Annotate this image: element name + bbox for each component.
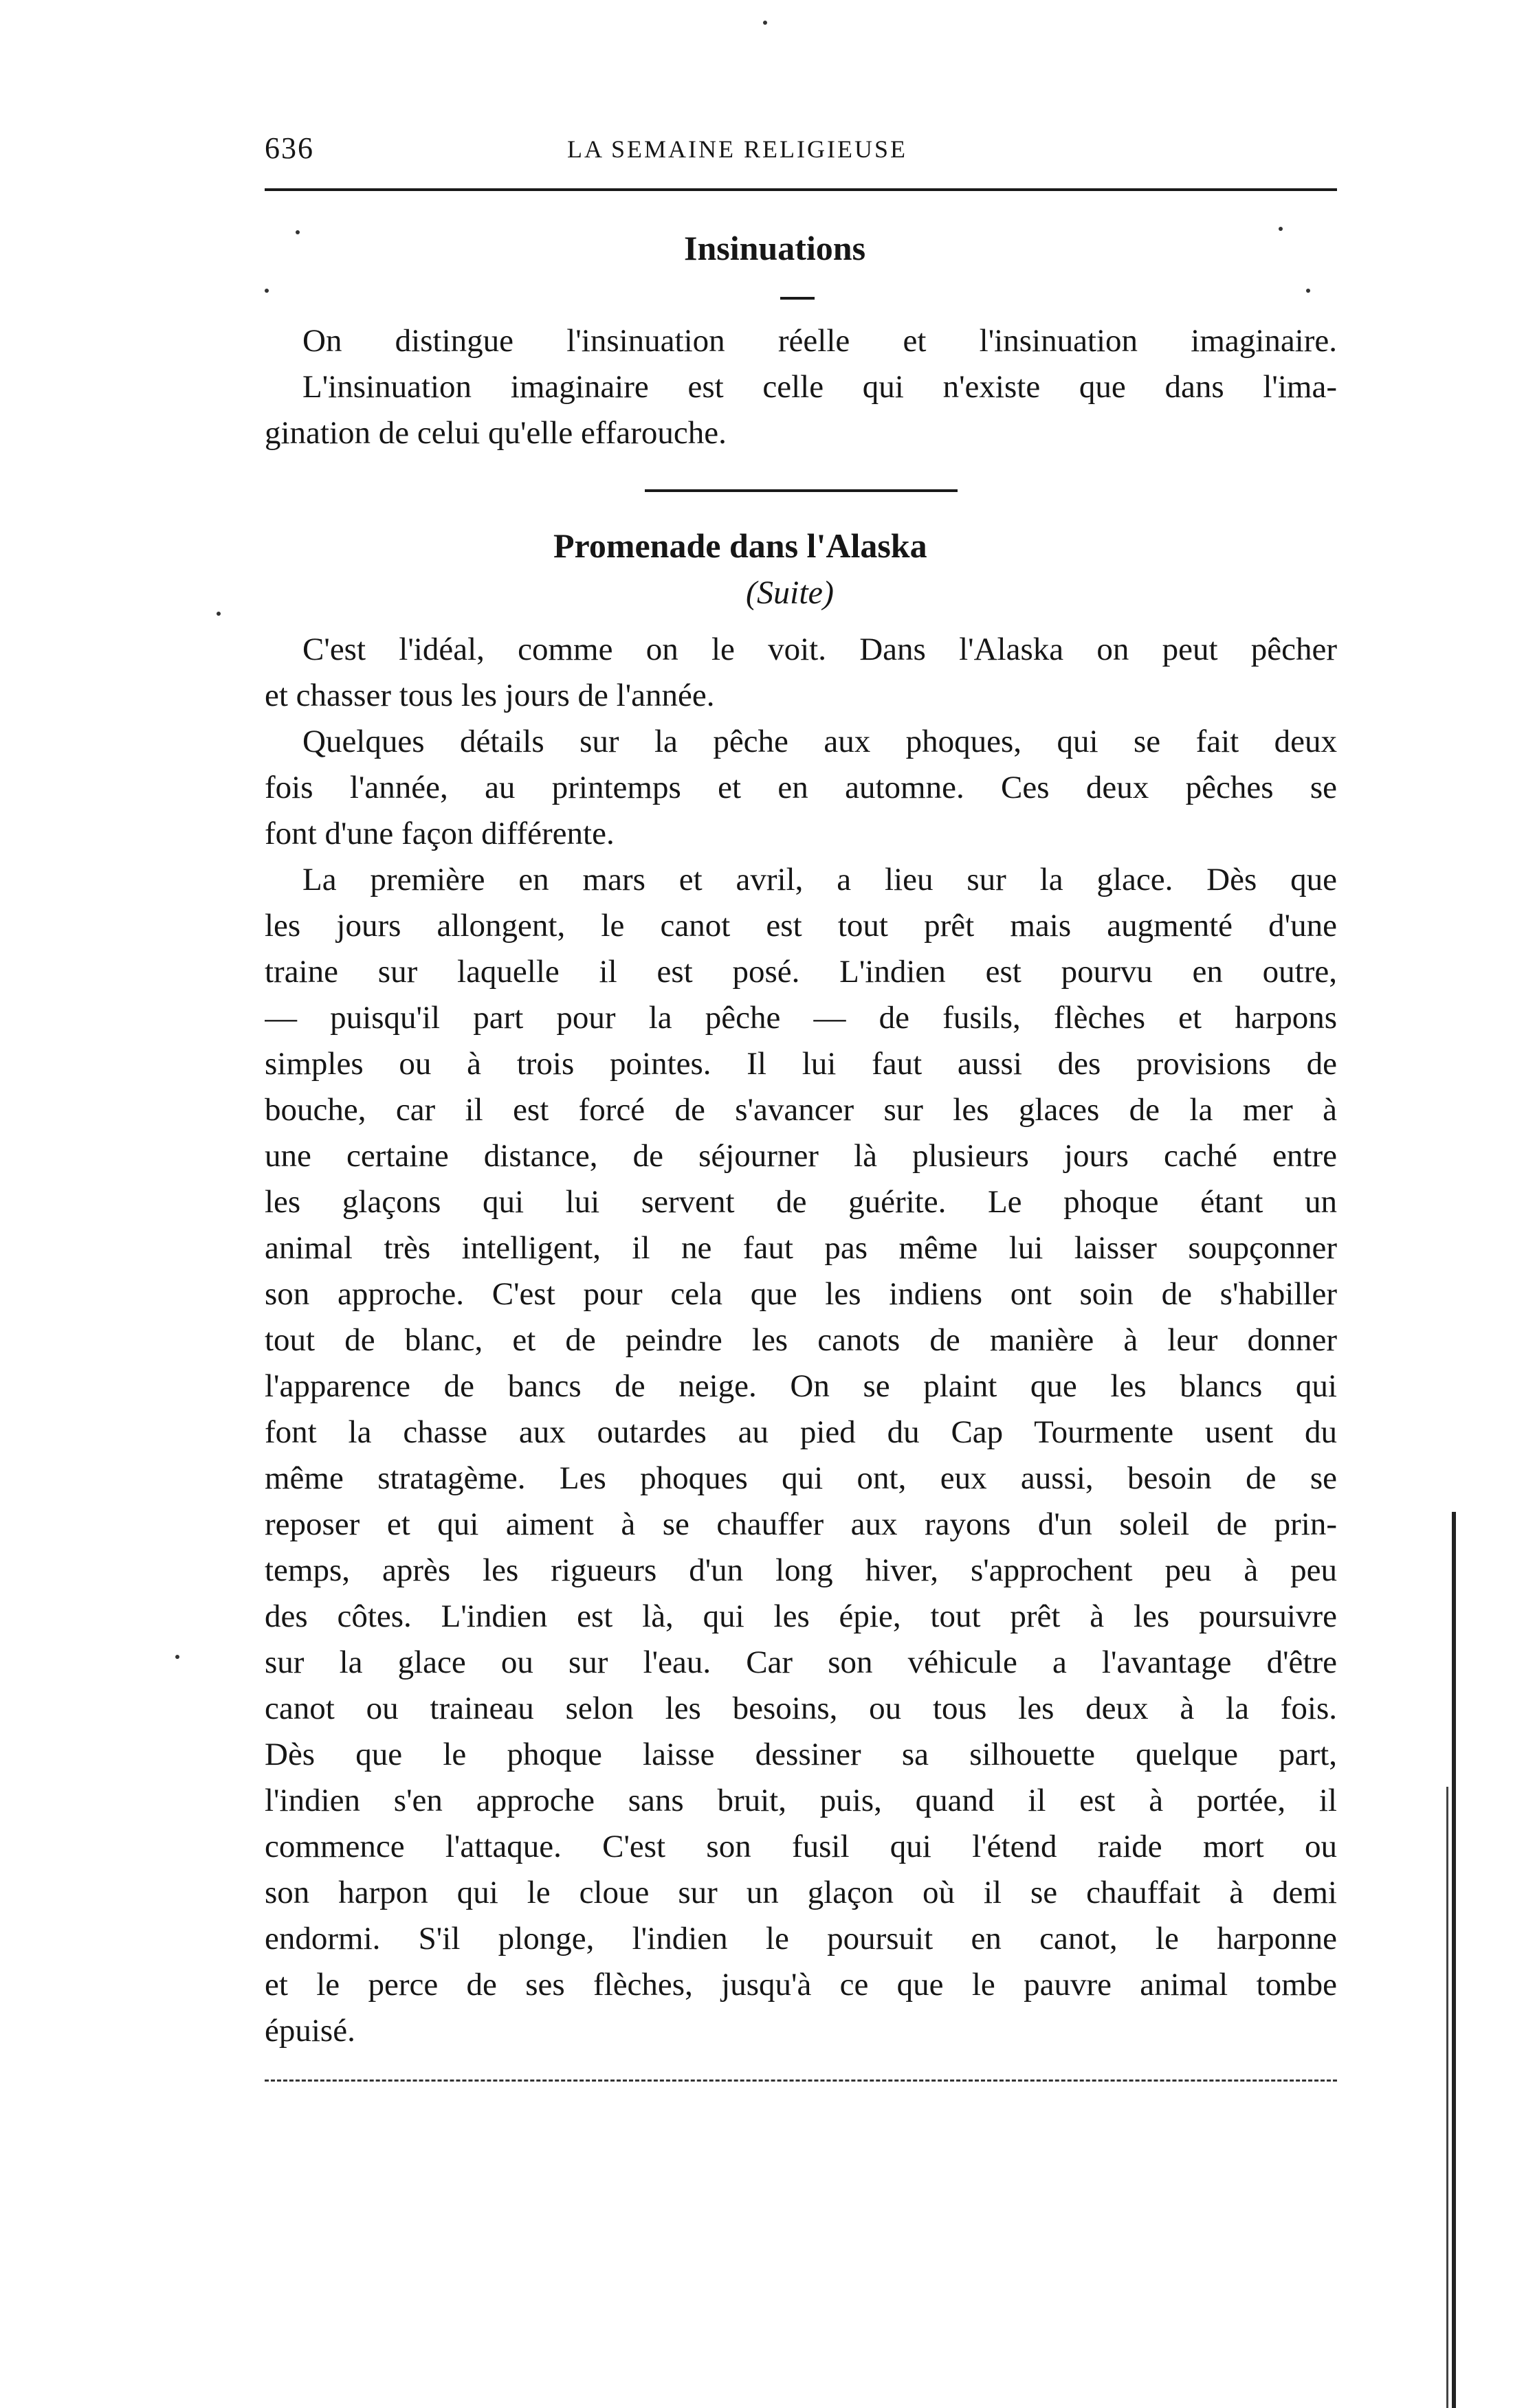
title-dash bbox=[780, 297, 815, 300]
text-line: simples ou à trois pointes. Il lui faut aussi des provisions de bbox=[265, 1046, 1337, 1082]
text-line: et le perce de ses flèches, jusqu'à ce que le pauvre animal tombe bbox=[265, 1967, 1337, 2003]
header-rule bbox=[265, 188, 1337, 191]
text-line: gination de celui qu'elle effarouche. bbox=[265, 415, 727, 451]
text-line: L'insinuation imaginaire est celle qui n'existe que dans l'ima- bbox=[302, 369, 1337, 405]
scan-speck bbox=[217, 612, 221, 616]
text-line: les glaçons qui lui servent de guérite. Le phoque étant un bbox=[265, 1184, 1337, 1220]
text-line: Quelques détails sur la pêche aux phoques, qui se fait deux bbox=[302, 724, 1337, 759]
scan-speck bbox=[265, 289, 269, 293]
text-line: traine sur laquelle il est posé. L'indien est pourvu en outre, bbox=[265, 954, 1337, 990]
text-line: même stratagème. Les phoques qui ont, eux aussi, besoin de se bbox=[265, 1460, 1337, 1496]
text-line: des côtes. L'indien est là, qui les épie, tout prêt à les poursuivre bbox=[265, 1598, 1337, 1634]
bottom-rule bbox=[265, 2080, 1337, 2082]
text-line: reposer et qui aiment à se chauffer aux rayons d'un soleil de prin- bbox=[265, 1506, 1337, 1542]
text-line: épuisé. bbox=[265, 2013, 355, 2049]
section-separator bbox=[645, 489, 958, 492]
scan-edge-shadow bbox=[1452, 1512, 1456, 2408]
scan-speck bbox=[175, 1655, 179, 1659]
text-line: et chasser tous les jours de l'année. bbox=[265, 678, 715, 713]
text-line: temps, après les rigueurs d'un long hiver, s'approchent peu à peu bbox=[265, 1552, 1337, 1588]
text-line: — puisqu'il part pour la pêche — de fusils, flèches et harpons bbox=[265, 1000, 1337, 1036]
text-line: animal très intelligent, il ne faut pas même lui laisser soupçonner bbox=[265, 1230, 1337, 1266]
alaska-body bbox=[265, 627, 1337, 2054]
scan-speck bbox=[1306, 289, 1310, 293]
text-line: bouche, car il est forcé de s'avancer sur les glaces de la mer à bbox=[265, 1092, 1337, 1128]
scan-speck bbox=[296, 230, 300, 234]
text-line: son harpon qui le cloue sur un glaçon où il se chauffait à demi bbox=[265, 1875, 1337, 1910]
section-title-alaska: Promenade dans l'Alaska bbox=[553, 526, 927, 565]
scan-speck bbox=[1279, 227, 1283, 231]
text-line: Dès que le phoque laisse dessiner sa silhouette quelque part, bbox=[265, 1737, 1337, 1772]
scan-edge-shadow bbox=[1446, 1787, 1448, 2408]
text-line: commence l'attaque. C'est son fusil qui l'étend raide mort ou bbox=[265, 1829, 1337, 1864]
text-line: fois l'année, au printemps et en automne. Ces deux pêches se bbox=[265, 770, 1337, 805]
insinuations-body bbox=[265, 318, 1337, 456]
section-subtitle: (Suite) bbox=[746, 575, 834, 611]
text-line: tout de blanc, et de peindre les canots de manière à leur donner bbox=[265, 1322, 1337, 1358]
page-header bbox=[265, 131, 1337, 172]
text-line: endormi. S'il plonge, l'indien le poursuit en canot, le harponne bbox=[265, 1921, 1337, 1957]
text-line: l'apparence de bancs de neige. On se plaint que les blancs qui bbox=[265, 1368, 1337, 1404]
text-line: La première en mars et avril, a lieu sur la glace. Dès que bbox=[302, 862, 1337, 898]
text-line: sur la glace ou sur l'eau. Car son véhicule a l'avantage d'être bbox=[265, 1645, 1337, 1680]
running-title: LA SEMAINE RELIGIEUSE bbox=[567, 135, 907, 163]
text-line: font d'une façon différente. bbox=[265, 816, 615, 851]
text-line: font la chasse aux outardes au pied du Cap Tourmente usent du bbox=[265, 1414, 1337, 1450]
section-title-insinuations: Insinuations bbox=[684, 229, 866, 267]
text-line: les jours allongent, le canot est tout prêt mais augmenté d'une bbox=[265, 908, 1337, 944]
text-line: On distingue l'insinuation réelle et l'insinuation imaginaire. bbox=[302, 323, 1337, 359]
text-line: canot ou traineau selon les besoins, ou tous les deux à la fois. bbox=[265, 1691, 1337, 1726]
scan-speck bbox=[763, 21, 767, 25]
text-line: une certaine distance, de séjourner là plusieurs jours caché entre bbox=[265, 1138, 1337, 1174]
text-line: l'indien s'en approche sans bruit, puis, quand il est à portée, il bbox=[265, 1783, 1337, 1818]
page-number: 636 bbox=[265, 131, 314, 165]
text-line: C'est l'idéal, comme on le voit. Dans l'Alaska on peut pêcher bbox=[302, 632, 1337, 667]
text-line: son approche. C'est pour cela que les indiens ont soin de s'habiller bbox=[265, 1276, 1337, 1312]
